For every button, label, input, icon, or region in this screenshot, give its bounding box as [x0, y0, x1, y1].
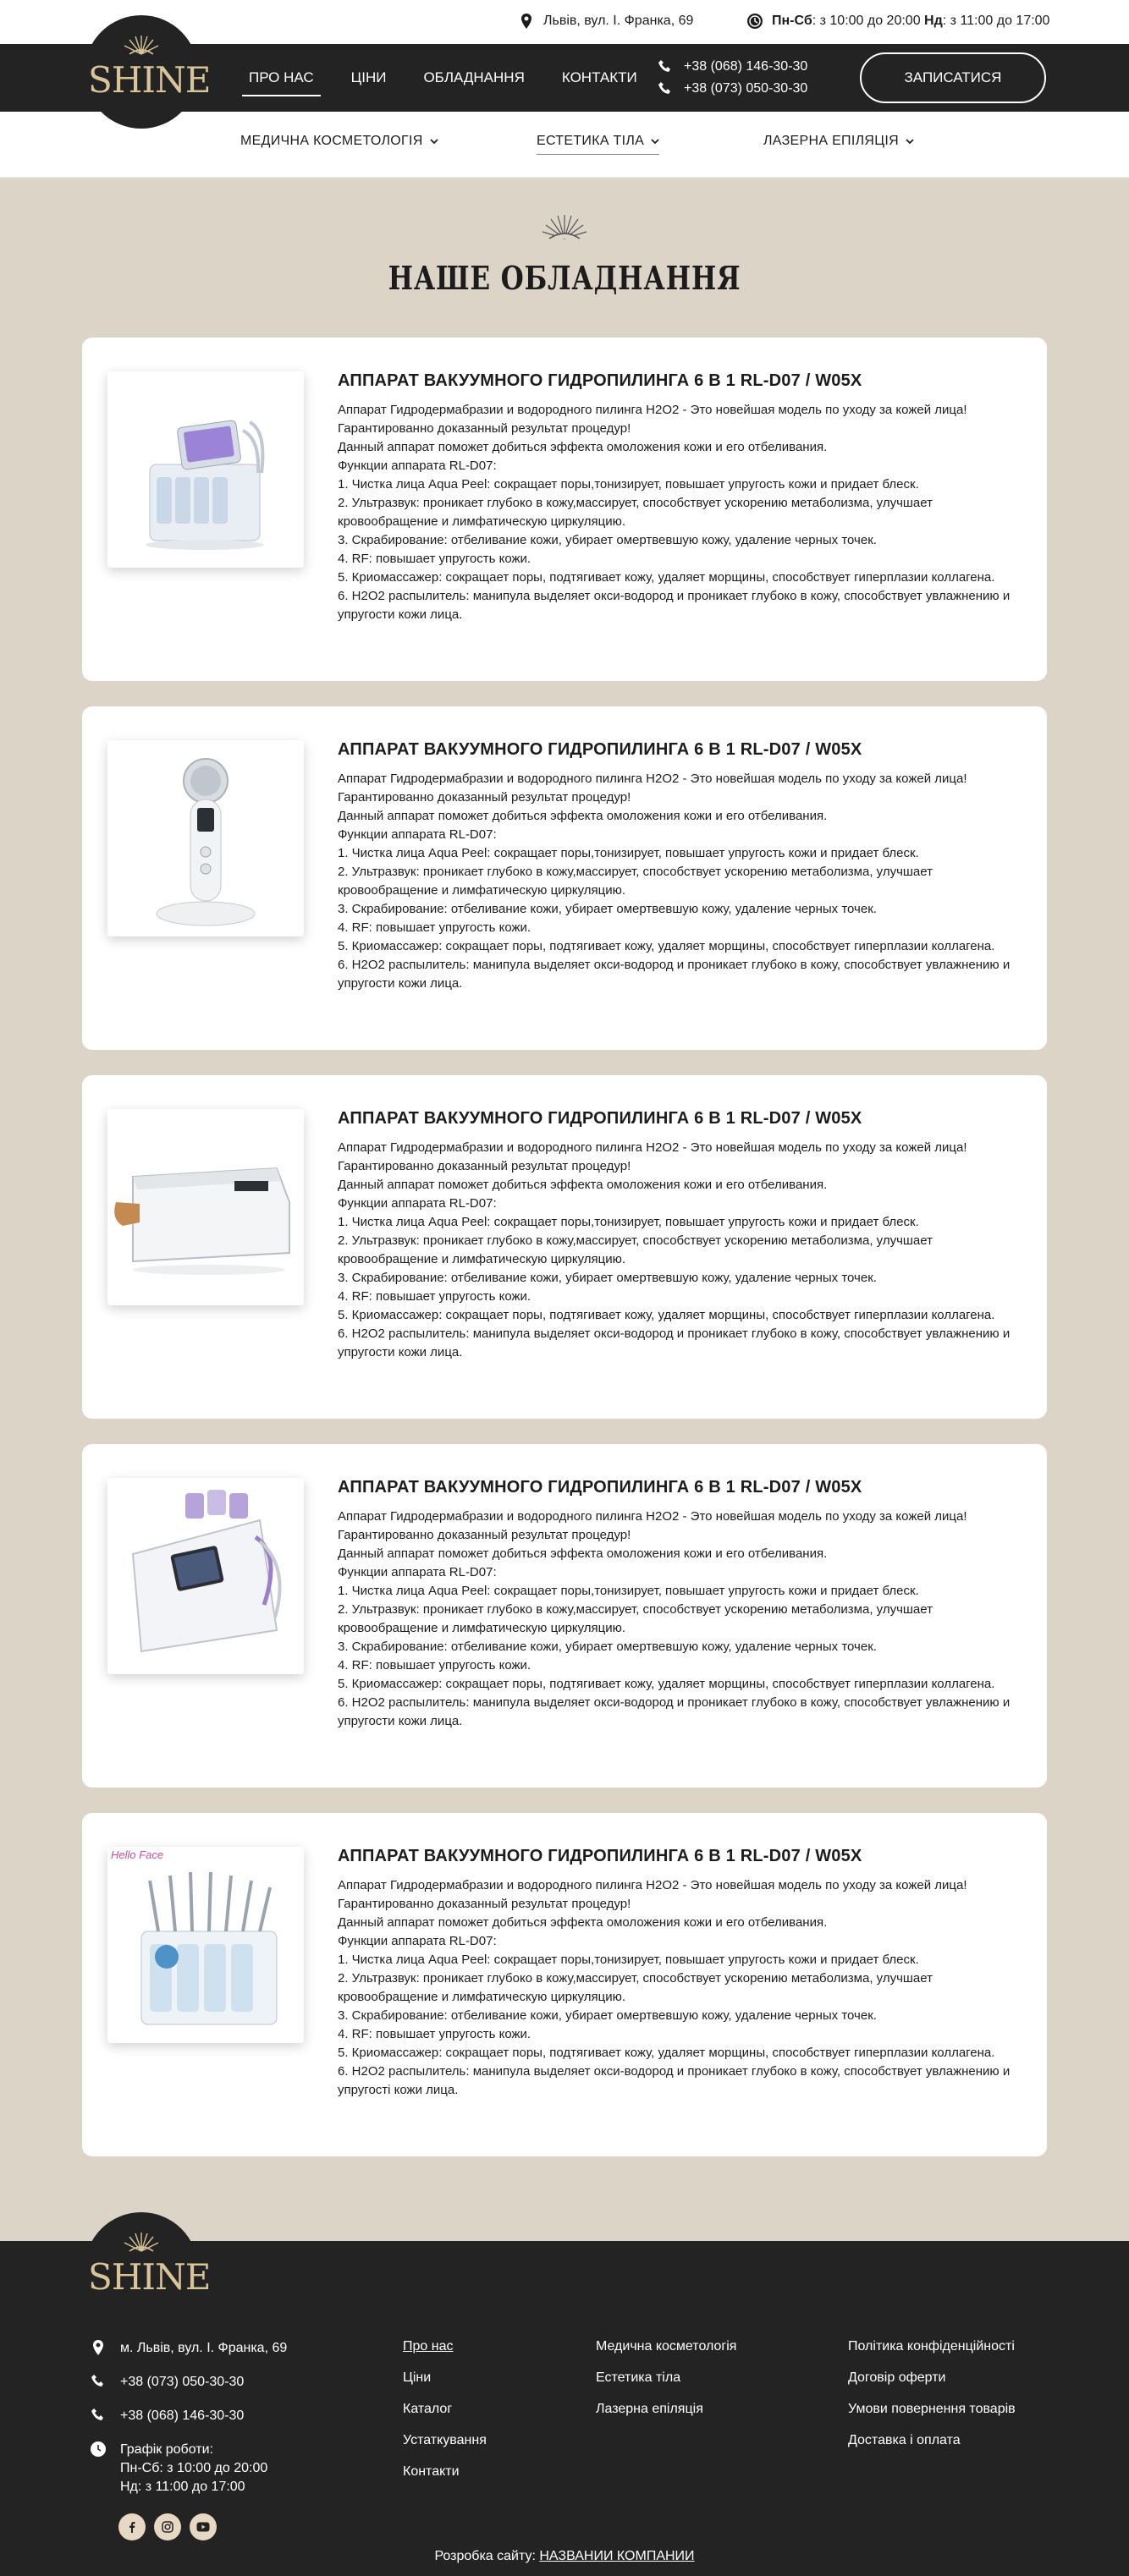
footer [0, 2241, 1129, 2576]
main-nav [247, 44, 639, 112]
equipment-desc-line: Аппарат Гидродермабразии и водородного пилинга H2O2 - Это новейшая модель по уходу за кожей лица! Гарантированно доказанный результат процедур! [338, 1140, 967, 1173]
footer-link-returns[interactable]: Умови повернення товарів [848, 2402, 1016, 2416]
equipment-image[interactable] [107, 1109, 304, 1305]
equipment-desc-line: 2. Ультразвук: проникает глубоко в кожу,массирует, способствует ускорению метаболизма, улучшает кровообращение и лимфатическую циркуляцию. [338, 1602, 933, 1635]
equipment-card-body [338, 740, 1015, 993]
nav-contacts[interactable]: КОНТАКТИ [561, 69, 637, 85]
equipment-desc-line: Аппарат Гидродермабразии и водородного пилинга H2O2 - Это новейшая модель по уходу за кожей лица! Гарантированно доказанный результат процедур! [338, 1878, 967, 1911]
equipment-desc-line: 2. Ультразвук: проникает глубоко в кожу,массирует, способствует ускорению метаболизма, улучшает кровообращение и лимфатическую циркуляцию. [338, 1971, 933, 2004]
sub-nav [0, 112, 1129, 178]
top-address-text: Львів, вул. І. Франка, 69 [543, 14, 694, 28]
footer-link-equipment[interactable]: Устаткування [403, 2433, 487, 2447]
sterilizer-box-icon [107, 1109, 304, 1305]
equipment-desc-line: 4. RF: повышает упругость кожи. [338, 1289, 531, 1304]
subnav-laser-epilation[interactable]: ЛАЗЕРНА ЕПІЛЯЦІЯ [763, 134, 914, 149]
footer-link-delivery[interactable]: Доставка і оплата [848, 2433, 961, 2447]
equipment-desc-line: 6. H2O2 распылитель: манипула выделяет окси-водород и проникает глубоко в кожу, способствует увлажнению и упругості кожи лица. [338, 2064, 1011, 2097]
footer-phone-1[interactable]: +38 (073) 050-30-30 [90, 2373, 287, 2392]
facebook-icon[interactable] [118, 2513, 146, 2540]
nav-phone-1[interactable]: +38 (068) 146-30-30 [657, 56, 807, 78]
nav-about[interactable]: ПРО НАС [247, 64, 316, 91]
equipment-card [82, 1813, 1047, 2156]
top-address [518, 13, 693, 30]
hydrafacial-machine-icon [107, 1847, 304, 2043]
footer-link-prices[interactable]: Ціни [403, 2370, 432, 2385]
equipment-desc-line: 4. RF: повышает упругость кожи. [338, 920, 531, 935]
equipment-desc-line: 5. Криомассажер: сокращает поры, подтягивает кожу, удаляет морщины, способствует гиперплазии коллагена. [338, 939, 995, 953]
nav-equipment[interactable]: ОБЛАДНАННЯ [423, 69, 525, 85]
location-pin-icon [518, 13, 535, 30]
equipment-desc-line: 6. H2O2 распылитель: манипула выделяет окси-водород и проникает глубоко в кожу, способствует увлажнению и упругости кожи лица. [338, 958, 1011, 991]
equipment-desc-line: 5. Криомассажер: сокращает поры, подтягивает кожу, удаляет морщины, способствует гиперплазии коллагена. [338, 2046, 995, 2060]
equipment-card [82, 1444, 1047, 1788]
footer-link-medical-cosmetology[interactable]: Медична косметологія [596, 2339, 737, 2354]
equipment-title: АППАРАТ ВАКУУМНОГО ГИДРОПИЛИНГА 6 В 1 RL-D07 / W05X [338, 1109, 862, 1128]
clock-icon [746, 13, 763, 30]
footer-link-catalog[interactable]: Каталог [403, 2402, 453, 2416]
cavitation-device-icon [107, 1478, 304, 1674]
footer-logo[interactable] [85, 2212, 211, 2326]
footer-link-about[interactable]: Про нас [403, 2339, 454, 2354]
subnav-medical-cosmetology[interactable]: МЕДИЧНА КОСМЕТОЛОГІЯ [240, 134, 438, 149]
equipment-card [82, 338, 1047, 681]
equipment-card-body [338, 1847, 1015, 2100]
footer-link-body-aesthetics[interactable]: Естетика тіла [596, 2370, 681, 2385]
equipment-section [0, 178, 1129, 2241]
equipment-desc-line: 1. Чистка лица Aqua Peel: сокращает поры,тонизирует, повышает упругость кожи и придает блеск. [338, 846, 919, 860]
equipment-desc-line: 1. Чистка лица Aqua Peel: сокращает поры,тонизирует, повышает упругость кожи и придает блеск. [338, 1584, 919, 1598]
equipment-desc-line: 3. Скрабирование: отбеливание кожи, убирает омертвевшую кожу, удаление черных точек. [338, 902, 877, 916]
footer-link-contacts[interactable]: Контакти [403, 2464, 460, 2479]
subnav-body-aesthetics[interactable]: ЕСТЕТИКА ТІЛА [537, 134, 659, 155]
equipment-desc-line: Функции аппарата RL-D07: [338, 1934, 497, 1948]
footer-col-main-links [403, 2339, 487, 2496]
equipment-desc-line: Данный аппарат поможет добиться эффекта омоложения кожи и его отбеливания. [338, 440, 828, 454]
footer-schedule: Графік роботи: Пн-Сб: з 10:00 до 20:00 Нд: з 11:00 до 17:00 [90, 2441, 287, 2496]
equipment-desc-line: Данный аппарат поможет добиться эффекта омоложения кожи и его отбеливания. [338, 1178, 828, 1192]
equipment-desc-line: Данный аппарат поможет добиться эффекта омоложения кожи и его отбеливания. [338, 1915, 828, 1930]
equipment-desc-line: 1. Чистка лица Aqua Peel: сокращает поры,тонизирует, повышает упругость кожи и придает блеск. [338, 1953, 919, 1967]
phone-icon [90, 2373, 107, 2390]
equipment-desc-line: 5. Криомассажер: сокращает поры, подтягивает кожу, удаляет морщины, способствует гиперплазии коллагена. [338, 1677, 995, 1691]
equipment-title: АППАРАТ ВАКУУМНОГО ГИДРОПИЛИНГА 6 В 1 RL-D07 / W05X [338, 1478, 862, 1497]
footer-link-offer[interactable]: Договір оферти [848, 2370, 946, 2385]
equipment-card [82, 706, 1047, 1050]
equipment-desc-line: 3. Скрабирование: отбеливание кожи, убирает омертвевшую кожу, удаление черных точек. [338, 1640, 877, 1654]
logo-text: SHINE [88, 59, 211, 101]
footer-address: м. Львів, вул. І. Франка, 69 [90, 2339, 287, 2358]
footer-link-privacy[interactable]: Політика конфіденційності [848, 2339, 1015, 2354]
equipment-desc-line: 2. Ультразвук: проникает глубоко в кожу,массирует, способствует ускорению метаболизма, улучшает кровообращение и лимфатическую циркуляцию. [338, 1233, 933, 1266]
equipment-image[interactable] [107, 1478, 304, 1674]
chevron-down-icon [651, 139, 659, 145]
ultrasonic-handheld-device-icon [107, 740, 304, 936]
equipment-card-body [338, 1109, 1015, 1362]
footer-col-services [596, 2339, 736, 2433]
equipment-desc-line: 3. Скрабирование: отбеливание кожи, убирает омертвевшую кожу, удаление черных точек. [338, 1271, 877, 1285]
equipment-card-body [338, 1478, 1015, 1731]
equipment-image[interactable] [107, 371, 304, 568]
equipment-desc-line: Функции аппарата RL-D07: [338, 1565, 497, 1579]
equipment-desc-line: Аппарат Гидродермабразии и водородного пилинга H2O2 - Это новейшая модель по уходу за кожей лица! Гарантированно доказанный результат процедур! [338, 403, 967, 436]
equipment-desc-line: 2. Ультразвук: проникает глубоко в кожу,массирует, способствует ускорению метаболизма, улучшает кровообращение и лимфатическую циркуляцию. [338, 496, 933, 529]
equipment-title: АППАРАТ ВАКУУМНОГО ГИДРОПИЛИНГА 6 В 1 RL-D07 / W05X [338, 1847, 862, 1865]
equipment-desc-line: Функции аппарата RL-D07: [338, 1196, 497, 1211]
nav-prices[interactable]: ЦІНИ [350, 69, 387, 85]
section-title: НАШЕ ОБЛАДНАННЯ [388, 259, 741, 297]
equipment-title: АППАРАТ ВАКУУМНОГО ГИДРОПИЛИНГА 6 В 1 RL-D07 / W05X [338, 740, 862, 759]
equipment-image[interactable] [107, 1847, 304, 2043]
equipment-desc-line: 5. Криомассажер: сокращает поры, подтягивает кожу, удаляет морщины, способствует гиперплазии коллагена. [338, 570, 995, 585]
equipment-desc-line: 6. H2O2 распылитель: манипула выделяет окси-водород и проникает глубоко в кожу, способствует увлажнению и упругости кожи лица. [338, 1326, 1011, 1359]
equipment-desc-line: 6. H2O2 распылитель: манипула выделяет окси-водород и проникает глубоко в кожу, способствует увлажнению и упругости кожи лица. [338, 589, 1011, 622]
logo[interactable] [85, 15, 211, 129]
equipment-desc-line: Функции аппарата RL-D07: [338, 827, 497, 842]
equipment-desc-line: 3. Скрабирование: отбеливание кожи, убирает омертвевшую кожу, удаление черных точек. [338, 2008, 877, 2023]
equipment-desc-line: 4. RF: повышает упругость кожи. [338, 2027, 531, 2041]
equipment-title: АППАРАТ ВАКУУМНОГО ГИДРОПИЛИНГА 6 В 1 RL-D07 / W05X [338, 371, 862, 390]
equipment-desc-line: Функции аппарата RL-D07: [338, 459, 497, 473]
equipment-card-body [338, 371, 1015, 624]
equipment-desc-line: Аппарат Гидродермабразии и водородного пилинга H2O2 - Это новейшая модель по уходу за кожей лица! Гарантированно доказанный результат процедур! [338, 1509, 967, 1542]
nav-phone-2[interactable]: +38 (073) 050-30-30 [657, 78, 807, 100]
footer-col-legal [848, 2339, 1016, 2464]
equipment-desc-line: Аппарат Гидродермабразии и водородного пилинга H2O2 - Это новейшая модель по уходу за кожей лица! Гарантированно доказанный результат процедур! [338, 772, 967, 805]
equipment-desc-line: 3. Скрабирование: отбеливание кожи, убирает омертвевшую кожу, удаление черных точек. [338, 533, 877, 547]
signup-button[interactable]: ЗАПИСАТИСЯ [860, 52, 1046, 103]
equipment-desc-line: 5. Криомассажер: сокращает поры, подтягивает кожу, удаляет морщины, способствует гиперплазии коллагена. [338, 1308, 995, 1322]
nav-phones [657, 56, 807, 100]
equipment-desc-line: 6. H2O2 распылитель: манипула выделяет окси-водород и проникает глубоко в кожу, способствует увлажнению и упругости кожи лица. [338, 1695, 1011, 1728]
footer-link-laser-epilation[interactable]: Лазерна епіляція [596, 2402, 703, 2416]
top-hours-text: Пн-Сб: з 10:00 до 20:00 Нд: з 11:00 до 17:00 [772, 14, 1050, 28]
footer-logo-text: SHINE [88, 2256, 211, 2298]
location-pin-icon [90, 2339, 107, 2356]
phone-icon [90, 2407, 107, 2424]
main-navbar [0, 44, 1129, 112]
sunburst-logo-icon [121, 2231, 162, 2253]
equipment-desc-line: Данный аппарат поможет добиться эффекта омоложения кожи и его отбеливания. [338, 809, 828, 823]
footer-contacts [90, 2339, 287, 2512]
equipment-desc-line: 1. Чистка лица Aqua Peel: сокращает поры,тонизирует, повышает упругость кожи и придает блеск. [338, 1215, 919, 1229]
footer-phone-2[interactable]: +38 (068) 146-30-30 [90, 2407, 287, 2425]
developer-link[interactable]: НАЗВАНИИ КОМПАНИИ [539, 2549, 695, 2563]
sunburst-decor-icon [539, 210, 590, 244]
youtube-icon[interactable] [190, 2513, 217, 2540]
equipment-card [82, 1075, 1047, 1419]
equipment-image[interactable] [107, 740, 304, 936]
instagram-icon[interactable] [154, 2513, 181, 2540]
hello-face-label: Hello Face [111, 1848, 164, 1861]
equipment-desc-line: Данный аппарат поможет добиться эффекта омоложения кожи и его отбеливания. [338, 1546, 828, 1561]
footer-credits: Розробка сайту: НАЗВАНИИ КОМПАНИИ [434, 2549, 695, 2563]
chevron-down-icon [430, 139, 438, 145]
chevron-down-icon [906, 139, 914, 145]
clock-icon [90, 2441, 107, 2458]
top-hours [746, 13, 1049, 30]
equipment-desc-line: 4. RF: повышает упругость кожи. [338, 552, 531, 566]
phone-icon [657, 58, 674, 75]
equipment-desc-line: 4. RF: повышает упругость кожи. [338, 1658, 531, 1672]
equipment-cards [0, 338, 1129, 2156]
footer-socials [118, 2513, 217, 2540]
phone-icon [657, 80, 674, 97]
sunburst-logo-icon [121, 34, 162, 56]
equipment-desc-line: 1. Чистка лица Aqua Peel: сокращает поры,тонизирует, повышает упругость кожи и придает блеск. [338, 477, 919, 492]
hydro-peeling-device-icon [107, 371, 304, 568]
equipment-desc-line: 2. Ультразвук: проникает глубоко в кожу,массирует, способствует ускорению метаболизма, улучшает кровообращение и лимфатическую циркуляцию. [338, 865, 933, 898]
